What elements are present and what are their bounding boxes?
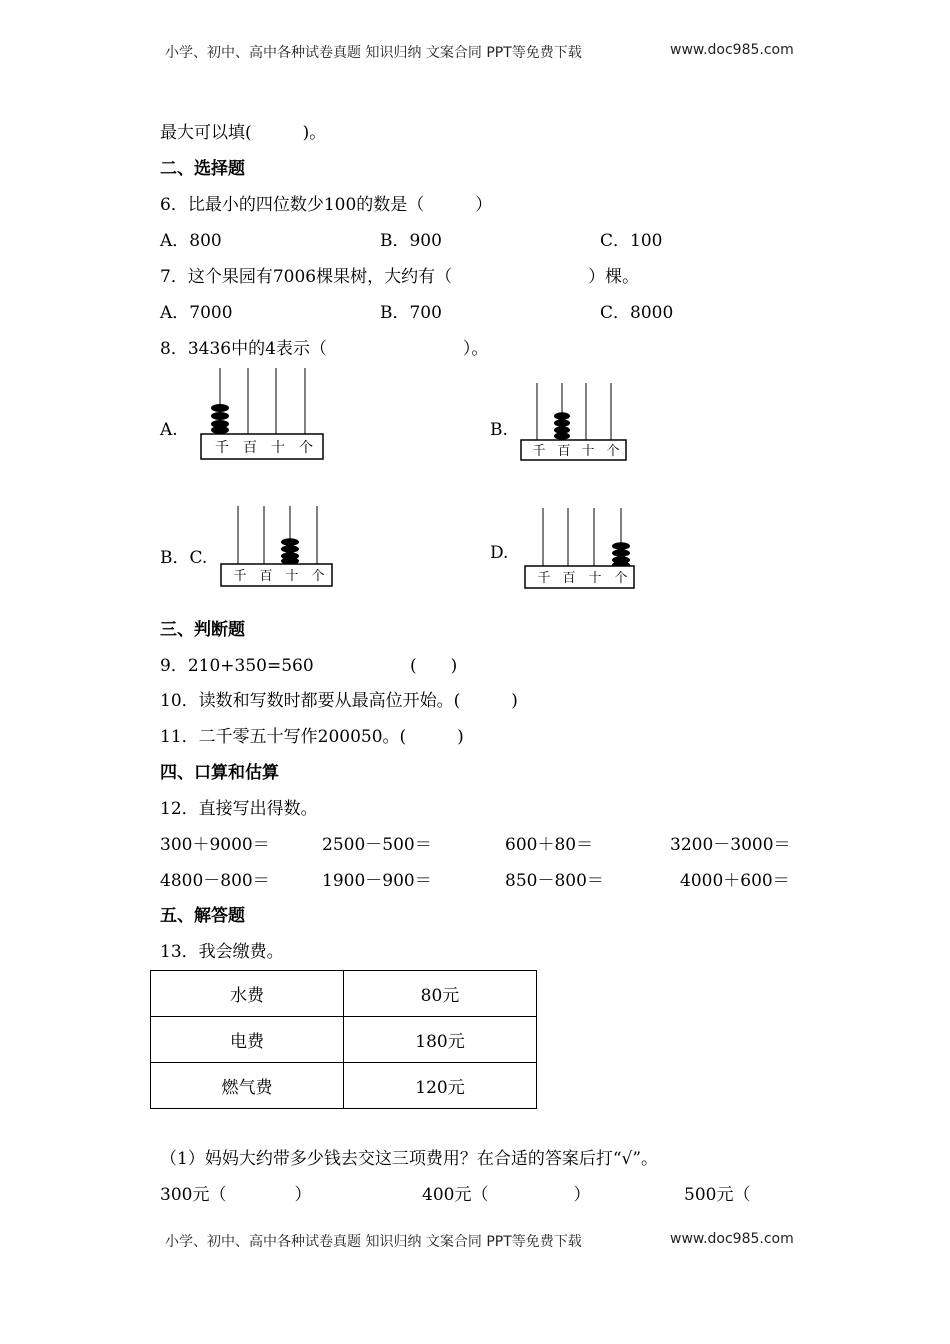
- calc-item: 3200－3000＝: [670, 835, 791, 855]
- header-text: 小学、初中、高中各种试卷真题 知识归纳 文案合同 PPT等免费下载: [165, 45, 582, 61]
- calc-item: 4000＋600＝: [680, 871, 790, 891]
- abacus-c: [218, 504, 336, 590]
- svg-text:十: 十: [588, 571, 602, 586]
- fee-amount: 80元: [344, 971, 537, 1017]
- question-7: 7．这个果园有7006棵果树，大约有（ ）棵。: [160, 267, 640, 287]
- answer-option-300: 300元（ ）: [160, 1185, 312, 1205]
- q8-label-b: B.: [490, 420, 508, 440]
- q8-label-c: B．C.: [160, 548, 208, 568]
- abacus-d: [522, 506, 638, 592]
- q13-sub1: （1）妈妈大约带多少钱去交这三项费用？在合适的答案后打“√”。: [160, 1149, 659, 1169]
- q6-option-c: C．100: [600, 231, 663, 251]
- calc-item: 4800－800＝: [160, 871, 270, 891]
- place-tens: 十: [271, 440, 285, 456]
- svg-text:百: 百: [259, 569, 273, 584]
- svg-text:十: 十: [285, 569, 299, 584]
- svg-text:百: 百: [562, 571, 576, 586]
- fee-name: 燃气费: [151, 1063, 344, 1109]
- abacus-a: [195, 366, 330, 462]
- svg-text:个: 个: [311, 569, 325, 584]
- section-choice: 二、选择题: [160, 159, 245, 179]
- table-row: [151, 1017, 537, 1063]
- calc-item: 2500－500＝: [322, 835, 432, 855]
- calc-item: 850－800＝: [505, 871, 604, 891]
- question-9: 9．210+350=560: [160, 656, 314, 676]
- answer-option-500: 500元（: [684, 1185, 751, 1205]
- fee-amount: 180元: [344, 1017, 537, 1063]
- svg-text:千: 千: [233, 569, 247, 584]
- fee-amount: 120元: [344, 1063, 537, 1109]
- svg-text:千: 千: [537, 571, 551, 586]
- question-13: 13．我会缴费。: [160, 942, 284, 962]
- fee-name: 电费: [151, 1017, 344, 1063]
- answer-option-400: 400元（ ）: [422, 1185, 591, 1205]
- svg-text:百: 百: [557, 444, 571, 459]
- section-judge: 三、判断题: [160, 620, 245, 640]
- section-answer: 五、解答题: [160, 906, 245, 926]
- place-thousands: 千: [215, 440, 229, 456]
- q7-option-a: A．7000: [160, 303, 233, 323]
- question-6: 6．比最小的四位数少100的数是（ ）: [160, 195, 493, 215]
- q9-paren: ( ): [410, 656, 458, 676]
- question-8: 8．3436中的4表示（ ）。: [160, 339, 489, 359]
- footer-url[interactable]: www.doc985.com: [670, 1231, 794, 1247]
- calc-item: 300＋9000＝: [160, 835, 270, 855]
- svg-text:个: 个: [614, 571, 628, 586]
- abacus-b: [518, 380, 630, 464]
- calc-item: 600＋80＝: [505, 835, 594, 855]
- q7-option-b: B．700: [380, 303, 442, 323]
- place-hundreds: 百: [243, 440, 257, 456]
- top-line: 最大可以填( )。: [160, 123, 327, 143]
- svg-text:千: 千: [532, 444, 546, 459]
- q6-option-a: A．800: [160, 231, 222, 251]
- table-row: [151, 971, 537, 1017]
- table-row: [151, 1063, 537, 1109]
- q8-label-a: A.: [160, 420, 178, 440]
- svg-text:个: 个: [606, 444, 620, 459]
- section-calc: 四、口算和估算: [160, 763, 279, 783]
- footer-text: 小学、初中、高中各种试卷真题 知识归纳 文案合同 PPT等免费下载: [165, 1234, 582, 1250]
- header-url[interactable]: www.doc985.com: [670, 42, 794, 58]
- calc-item: 1900－900＝: [322, 871, 432, 891]
- question-10: 10．读数和写数时都要从最高位开始。( ): [160, 691, 518, 711]
- question-11: 11．二千零五十写作200050。( ): [160, 727, 464, 747]
- place-ones: 个: [299, 440, 313, 456]
- question-12: 12．直接写出得数。: [160, 799, 318, 819]
- fee-table: [150, 970, 537, 1109]
- q6-option-b: B．900: [380, 231, 442, 251]
- fee-name: 水费: [151, 971, 344, 1017]
- q7-option-c: C．8000: [600, 303, 674, 323]
- svg-text:十: 十: [581, 444, 595, 459]
- q8-label-d: D.: [490, 543, 509, 563]
